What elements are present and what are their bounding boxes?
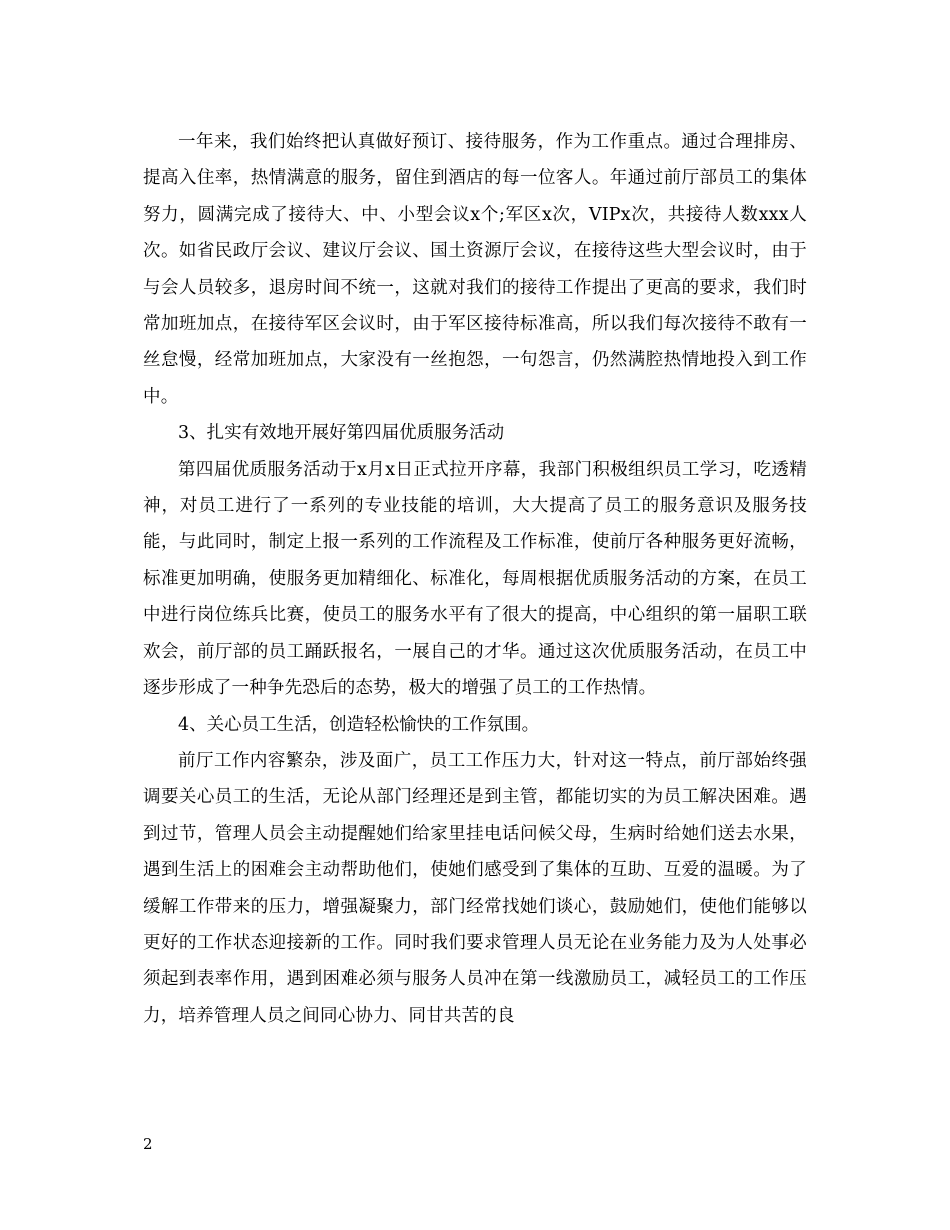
section-heading-quality-service: 3、扎实有效地开展好第四届优质服务活动	[178, 423, 505, 444]
page-number: 2	[143, 1135, 153, 1153]
paragraph-reception-service: 一年来，我们始终把认真做好预订、接待服务，作为工作重点。通过合理排房、提高入住率，热情满意的服务，留住到酒店的每一位客人。年通过前厅部员工的集体努力，圆满完成了接待大、中、小型会议x个;军区x次，VIPx次，共接待人数xxx人次。如省民政厅会议、建议厅会议、国土资源厅会议，在接待这些大型会议时，由于与会人员较多，退房时间不统一，这就对我们的接待工作提出了更高的要求，我们时常加班加点，在接待军区会议时，由于军区接待标准高，所以我们每次接待不敢有一丝怠慢，经常加班加点，大家没有一丝抱怨，一句怨言，仍然满腔热情地投入到工作中。	[143, 132, 807, 407]
section-heading-employee-care: 4、关心员工生活，创造轻松愉快的工作氛围。	[178, 714, 540, 735]
document-body	[143, 124, 807, 1034]
paragraph-employee-care: 前厅工作内容繁杂，涉及面广，员工工作压力大，针对这一特点，前厅部始终强调要关心员工的生活，无论从部门经理还是到主管，都能切实的为员工解决困难。遇到过节，管理人员会主动提醒她们给家里挂电话问候父母，生病时给她们送去水果，遇到生活上的困难会主动帮助他们，使她们感受到了集体的互助、互爱的温暖。为了缓解工作带来的压力，增强凝聚力，部门经常找她们谈心，鼓励她们，使他们能够以更好的工作状态迎接新的工作。同时我们要求管理人员无论在业务能力及为人处事必须起到表率作用，遇到困难必须与服务人员冲在第一线激励员工，减轻员工的工作压力，培养管理人员之间同心协力、同甘共苦的良	[143, 750, 807, 1026]
paragraph-quality-service-activity: 第四届优质服务活动于x月x日正式拉开序幕，我部门积极组织员工学习，吃透精神，对员工进行了一系列的专业技能的培训，大大提高了员工的服务意识及服务技能，与此同时，制定上报一系列的工作流程及工作标准，使前厅各种服务更好流畅，标准更加明确，使服务更加精细化、标准化，每周根据优质服务活动的方案，在员工中进行岗位练兵比赛，使员工的服务水平有了很大的提高，中心组织的第一届职工联欢会，前厅部的员工踊跃报名，一展自己的才华。通过这次优质服务活动，在员工中逐步形成了一种争先恐后的态势，极大的增强了员工的工作热情。	[143, 459, 807, 699]
